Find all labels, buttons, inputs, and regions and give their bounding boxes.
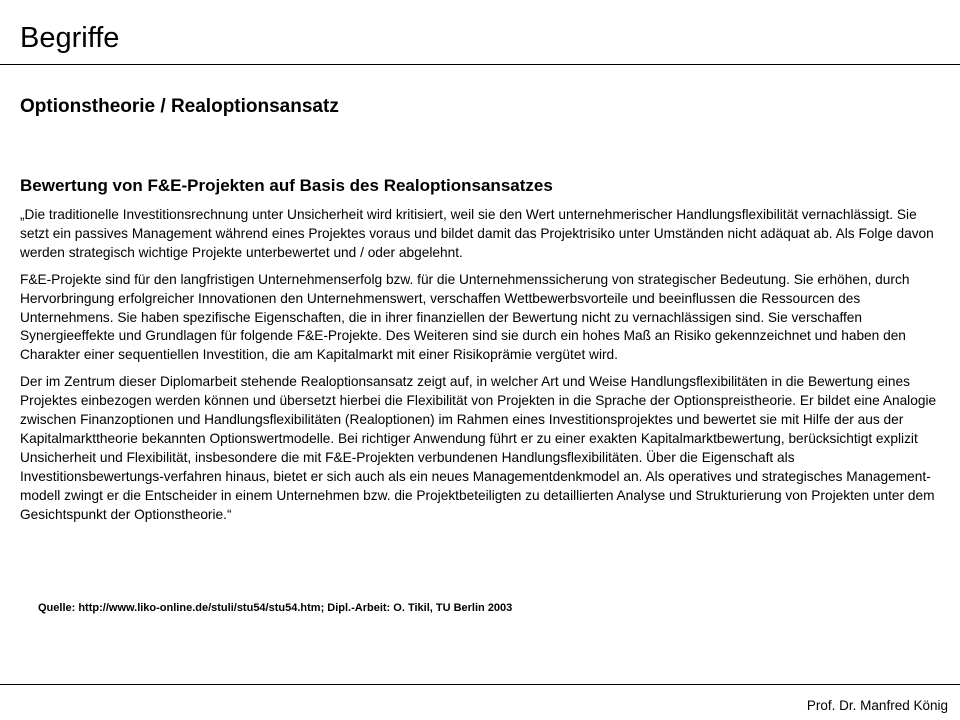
quote-paragraph-2: F&E-Projekte sind für den langfristigen Unternehmenserfolg bzw. für die Unternehmenssicherung von strategischer Bedeutung. Sie erhöhen, durch Hervorbringung erfolgreicher Innovationen den Unternehmenswert, verschaffen Wettbewerbsvorteile und beeinflussen die Ressourcen des Unternehmens. Sie haben spezifische Eigenschaften, die in ihrer finanziellen der Bewertung nicht zu vernachlässigen sind. Sie verschaffen Synergieeffekte und Grundlagen für folgende F&E-Projekte. Des Weiteren sind sie durch ein hohes Maß an Risiko gekennzeichnet und haben den Charakter einer sequentiellen Investition, die am Kapitalmarkt mit einer Risikoprämie vergütet wird. xyxy=(20,271,910,363)
section-heading: Bewertung von F&E-Projekten auf Basis des Realoptionsansatzes xyxy=(20,176,553,195)
footer-author: Prof. Dr. Manfred König xyxy=(806,698,948,713)
slide-title: Begriffe xyxy=(20,22,120,54)
footer-divider xyxy=(0,684,960,685)
quote-body xyxy=(20,206,940,533)
quote-paragraph-3: Der im Zentrum dieser Diplomarbeit stehende Realoptionsansatz zeigt auf, in welcher Art und Weise Handlungsflexibilitäten in die Bewertung eines Projektes einbezogen werden können und übersetzt hierbei die Flexibilität von Projekten in die Sprache der Optionspreistheorie. Er bildet eine Analogie zwischen Finanzoptionen und Handlungsflexibilitäten (Realoptionen) im Rahmen eines Investitionsprojektes und bewertet sie mit Hilfe der aus der Kapitalmarkttheorie bekannten Optionswertmodelle. Bei richtiger Anwendung führt er zu einer exakten Kapitalmarktbewertung, berücksichtigt explizit Unsicherheit und Flexibilität, insbesondere die mit F&E-Projekten verbundenen Handlungsflexibilitäten. Über die Eigenschaft als Investitionsbewertungs-verfahren hinaus, bietet er sich auch als ein neues Managementdenkmodel an. Als operatives und strategisches Management-modell zwingt er die Entscheider in einem Unternehmen bzw. die Projektbeteiligten zu detaillierten Analyse und Strukturierung von Projekten unter dem Gesichtspunkt der Optionstheorie.“ xyxy=(20,374,937,522)
title-divider xyxy=(0,64,960,65)
source-citation: Quelle: http://www.liko-online.de/stuli/stu54/stu54.htm; Dipl.-Arbeit: O. Tikil, TU Berlin 2003 xyxy=(38,602,513,614)
slide-subtitle: Optionstheorie / Realoptionsansatz xyxy=(20,96,339,117)
quote-paragraph-1: „Die traditionelle Investitionsrechnung unter Unsicherheit wird kritisiert, weil sie den Wert unternehmerischer Handlungsflexibilität vernachlässigt. Sie setzt ein passives Management während eines Projektes voraus und bildet damit das Projektrisiko unter Umständen nicht adäquat ab. Als Folge davon werden strategisch wichtige Projekte unterbewertet und / oder abgelehnt. xyxy=(20,207,934,260)
